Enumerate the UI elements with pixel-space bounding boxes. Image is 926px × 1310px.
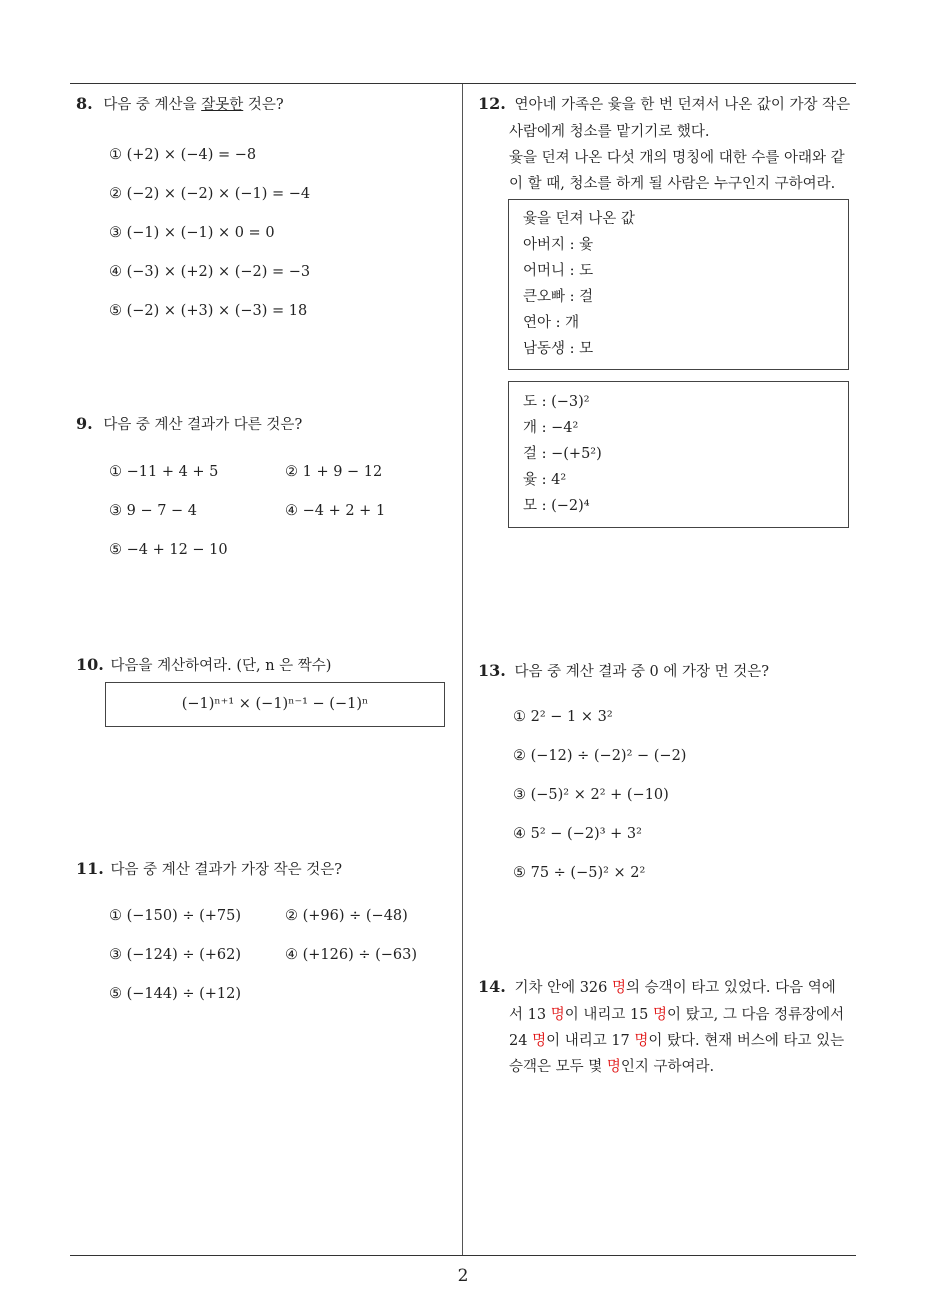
- top-rule: [70, 83, 856, 84]
- question-number: 11.: [76, 859, 104, 878]
- question-text-line: 승객은 모두 몇 명인지 구하여라.: [509, 1059, 715, 1075]
- q9-option-3[interactable]: ③ 9 − 7 − 4: [109, 503, 198, 519]
- box-line: 모 : (−2)⁴: [523, 498, 590, 514]
- question-number: 14.: [478, 977, 506, 996]
- question-8: [76, 93, 284, 114]
- q9-option-2[interactable]: ② 1 + 9 − 12: [285, 464, 383, 480]
- q9-option-5[interactable]: ⑤ −4 + 12 − 10: [109, 542, 228, 558]
- underlined-word: 잘못한: [201, 97, 244, 113]
- family-results-box: [508, 199, 849, 370]
- q13-option-5[interactable]: ⑤ 75 ÷ (−5)² × 2²: [513, 865, 646, 881]
- expression-box: [105, 682, 445, 727]
- unit-person: 명: [611, 980, 626, 996]
- box-title: 윷을 던져 나온 값: [523, 211, 635, 227]
- q8-option-5[interactable]: ⑤ (−2) × (+3) × (−3) = 18: [109, 303, 308, 319]
- question-text-line: 이 할 때, 청소를 하게 될 사람은 누구인지 구하여라.: [509, 176, 836, 192]
- q13-option-3[interactable]: ③ (−5)² × 2² + (−10): [513, 787, 669, 803]
- question-9: [76, 413, 302, 434]
- unit-person: 명: [653, 1007, 668, 1023]
- q11-option-5[interactable]: ⑤ (−144) ÷ (+12): [109, 986, 242, 1002]
- q8-option-2[interactable]: ② (−2) × (−2) × (−1) = −4: [109, 186, 311, 202]
- unit-person: 명: [550, 1007, 565, 1023]
- question-number: 13.: [478, 661, 506, 680]
- box-line: 윷 : 4²: [523, 472, 567, 488]
- question-text: 다음 중 계산 결과 중 0 에 가장 먼 것은?: [514, 664, 770, 680]
- question-text: 다음 중 계산 결과가 다른 것은?: [103, 417, 303, 433]
- question-number: 10.: [76, 655, 104, 674]
- question-text-line: 연아네 가족은 윷을 한 번 던져서 나온 값이 가장 작은: [514, 97, 851, 113]
- q8-option-4[interactable]: ④ (−3) × (+2) × (−2) = −3: [109, 264, 311, 280]
- box-line: 어머니 : 도: [523, 263, 594, 279]
- question-10: [76, 654, 331, 675]
- question-13: [478, 660, 769, 681]
- question-number: 9.: [76, 414, 93, 433]
- bottom-rule: [70, 1255, 856, 1256]
- yut-values-box: [508, 381, 849, 528]
- box-line: 도 : (−3)²: [523, 394, 590, 410]
- q13-option-1[interactable]: ① 2² − 1 × 3²: [513, 709, 613, 725]
- q11-option-3[interactable]: ③ (−124) ÷ (+62): [109, 947, 242, 963]
- question-number: 8.: [76, 94, 93, 113]
- box-line: 아버지 : 윷: [523, 237, 594, 253]
- q11-option-2[interactable]: ② (+96) ÷ (−48): [285, 908, 408, 924]
- q9-option-4[interactable]: ④ −4 + 2 + 1: [285, 503, 386, 519]
- q8-option-1[interactable]: ① (+2) × (−4) = −8: [109, 147, 257, 163]
- question-11: [76, 858, 342, 879]
- box-line: 큰오빠 : 걸: [523, 289, 594, 305]
- expression: (−1)ⁿ⁺¹ × (−1)ⁿ⁻¹ − (−1)ⁿ: [181, 696, 369, 712]
- question-text: 다음 중 계산을 잘못한 것은?: [103, 97, 284, 113]
- unit-person: 명: [606, 1059, 621, 1075]
- question-text-line: 서 13 명이 내리고 15 명이 탔고, 그 다음 정류장에서: [509, 1007, 845, 1023]
- box-line: 남동생 : 모: [523, 341, 594, 357]
- page-number: 2: [457, 1266, 469, 1286]
- q9-option-1[interactable]: ① −11 + 4 + 5: [109, 464, 219, 480]
- box-line: 걸 : −(+5²): [523, 446, 602, 462]
- question-text-line: 사람에게 청소를 맡기기로 했다.: [509, 124, 710, 140]
- q11-option-1[interactable]: ① (−150) ÷ (+75): [109, 908, 242, 924]
- question-text: 다음 중 계산 결과가 가장 작은 것은?: [110, 862, 342, 878]
- question-text-line: 24 명이 내리고 17 명이 탔다. 현재 버스에 타고 있는: [509, 1033, 845, 1049]
- question-text-line: 윷을 던져 나온 다섯 개의 명칭에 대한 수를 아래와 같: [509, 150, 845, 166]
- box-line: 개 : −4²: [523, 420, 579, 436]
- q11-option-4[interactable]: ④ (+126) ÷ (−63): [285, 947, 418, 963]
- question-text: 다음을 계산하여라. (단, n 은 짝수): [110, 658, 332, 674]
- q8-option-3[interactable]: ③ (−1) × (−1) × 0 = 0: [109, 225, 275, 241]
- unit-person: 명: [634, 1033, 649, 1049]
- box-line: 연아 : 개: [523, 315, 580, 331]
- column-divider: [462, 84, 463, 1256]
- unit-person: 명: [532, 1033, 547, 1049]
- q13-option-4[interactable]: ④ 5² − (−2)³ + 3²: [513, 826, 642, 842]
- question-14: 14. 기차 안에 326 명의 승객이 타고 있었다. 다음 역에: [478, 977, 836, 996]
- question-number: 12.: [478, 94, 506, 113]
- q13-option-2[interactable]: ② (−12) ÷ (−2)² − (−2): [513, 748, 687, 764]
- question-12: [478, 93, 850, 114]
